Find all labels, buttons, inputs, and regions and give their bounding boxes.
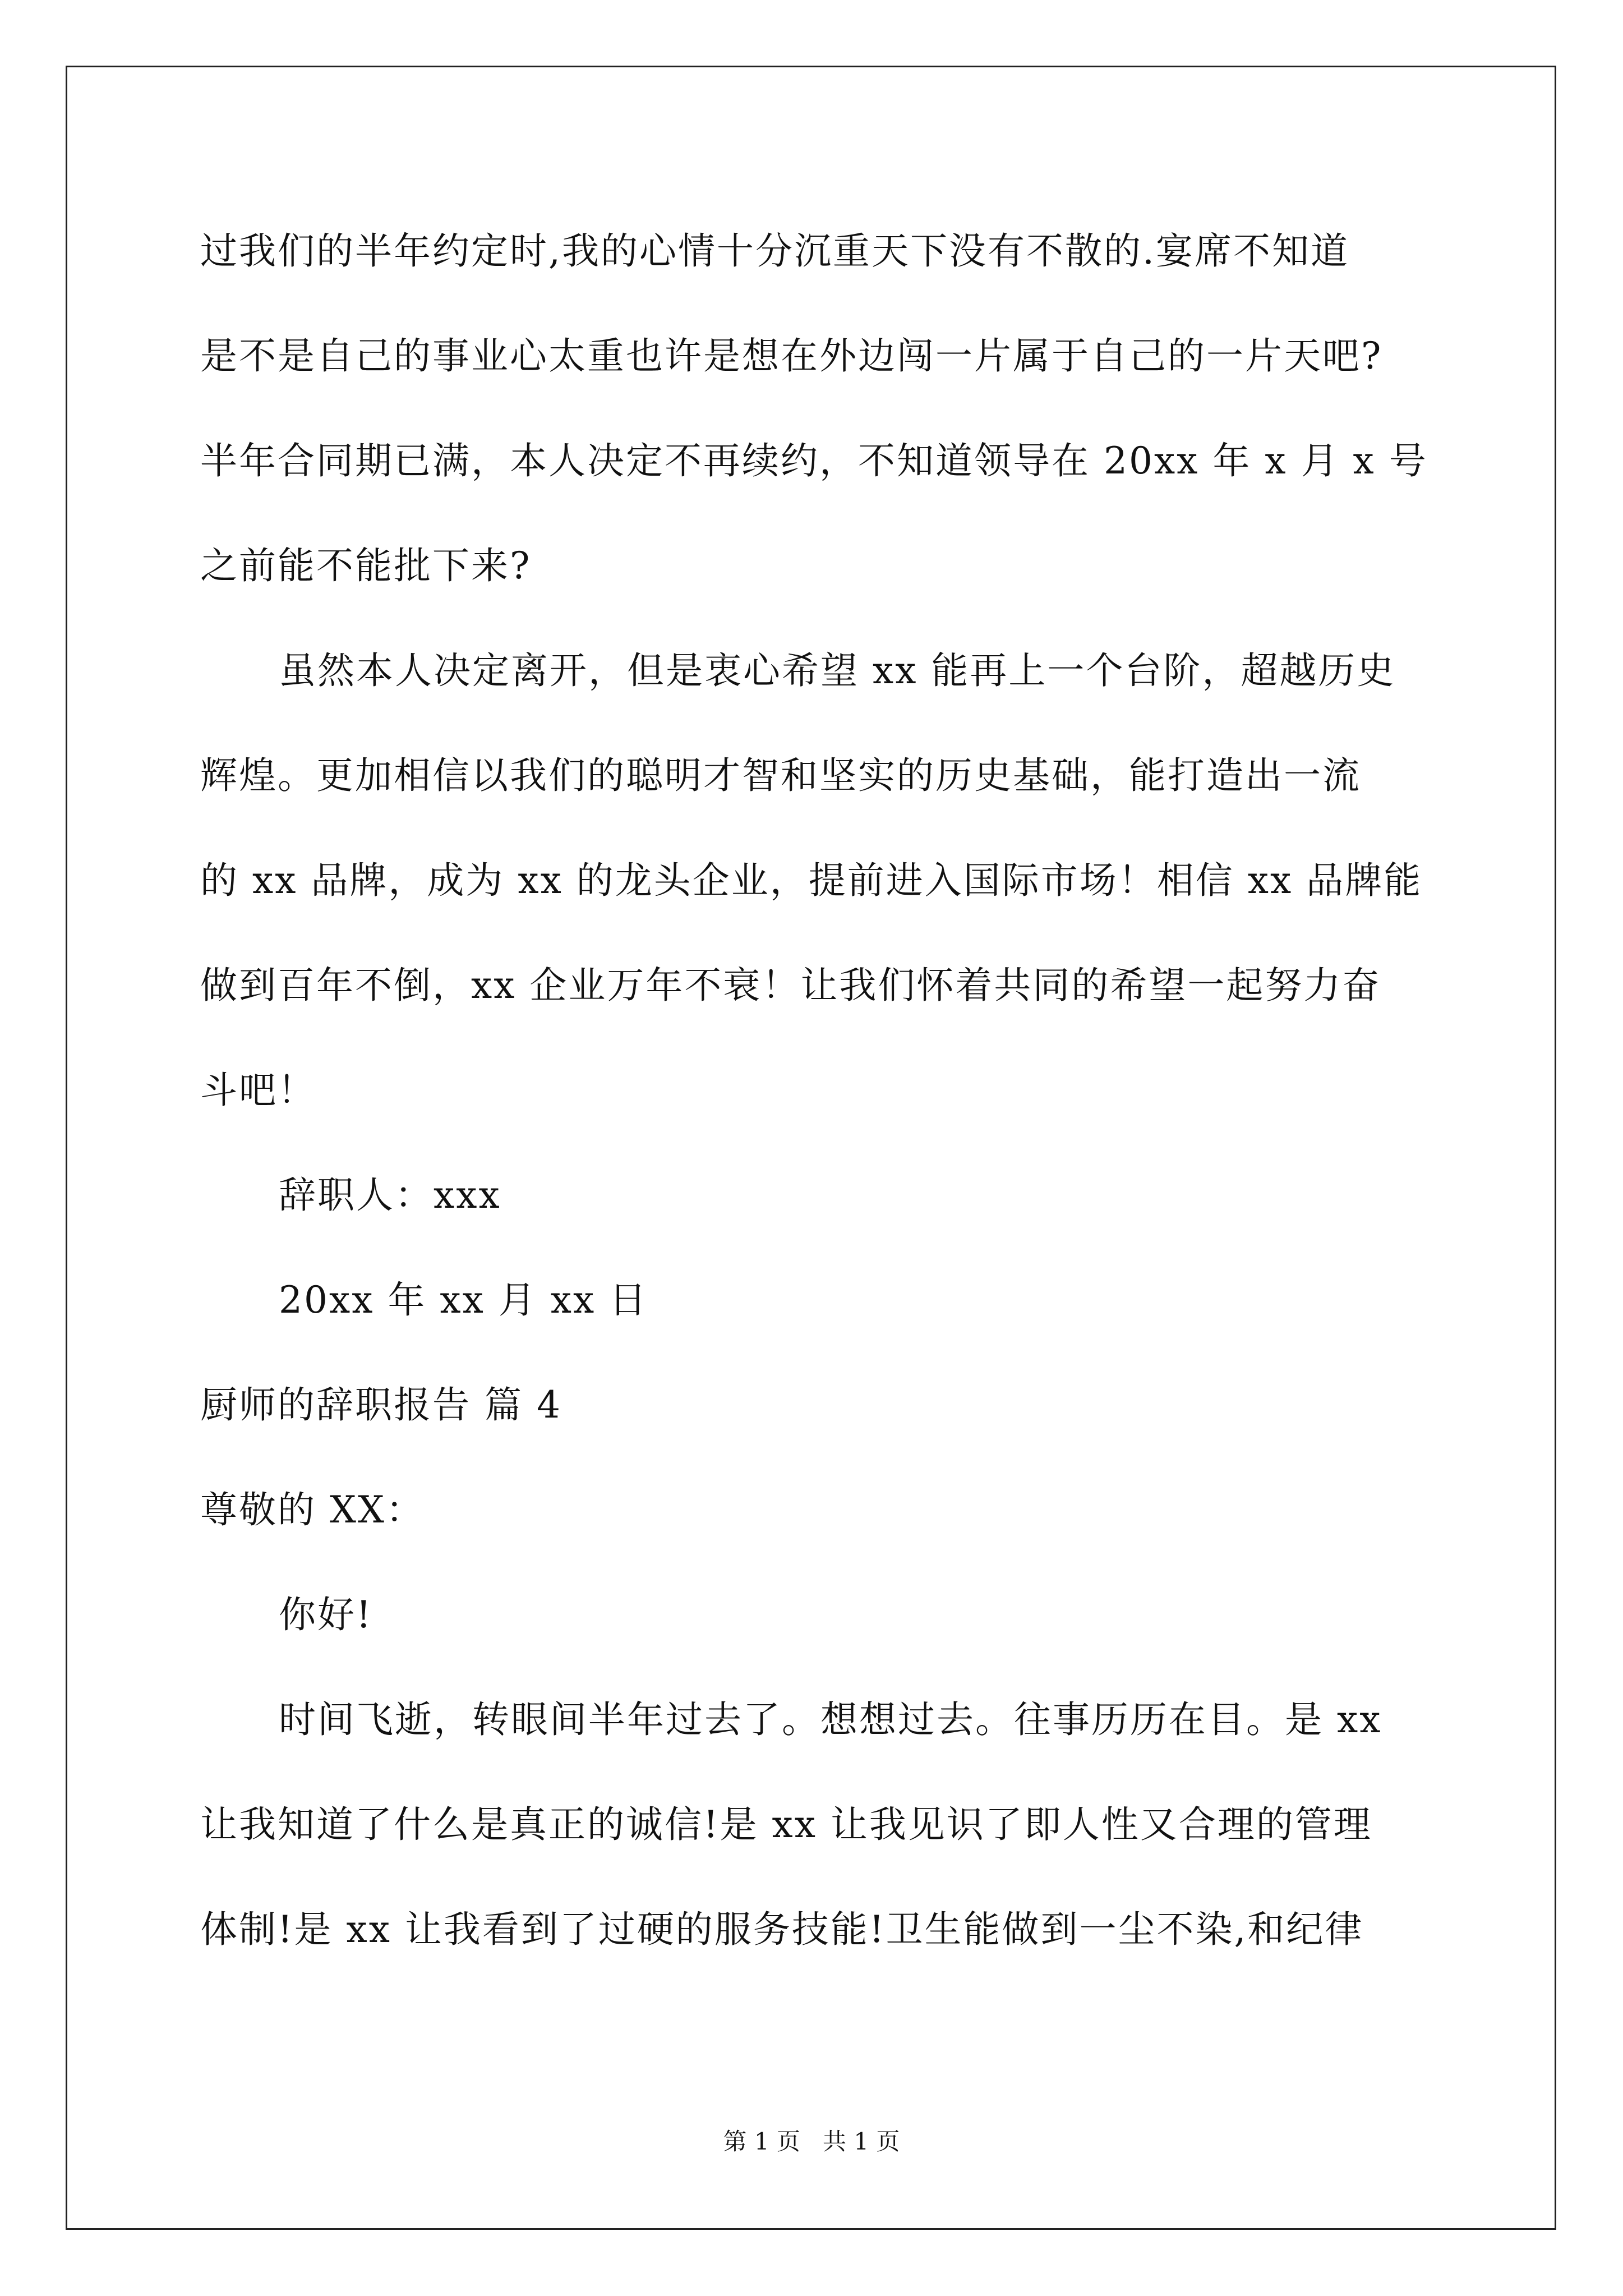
- date-line: 20xx 年 xx 月 xx 日: [279, 1278, 648, 1322]
- page-footer: 第 1 页 共 1 页: [723, 2128, 900, 2155]
- body-line: 斗吧！: [200, 1069, 316, 1112]
- greeting: 你好!: [279, 1593, 373, 1636]
- body-line: 让我知道了什么是真正的诚信!是 xx 让我见识了即人性又合理的管理: [200, 1803, 1372, 1846]
- body-line: 辉煌。更加相信以我们的聪明才智和坚实的历史基础，能打造出一流: [200, 754, 1361, 797]
- body-line: 的 xx 品牌，成为 xx 的龙头企业，提前进入国际市场！相信 xx 品牌能: [200, 859, 1423, 902]
- section-heading: 厨师的辞职报告 篇 4: [200, 1383, 562, 1427]
- body-line: 体制!是 xx 让我看到了过硬的服务技能!卫生能做到一尘不染,和纪律: [200, 1908, 1364, 1951]
- body-line: 半年合同期已满，本人决定不再续约，不知道领导在 20xx 年 x 月 x 号: [200, 439, 1428, 482]
- body-line: 过我们的半年约定时,我的心情十分沉重天下没有不散的.宴席不知道: [200, 229, 1349, 273]
- signature-line: 辞职人：xxx: [279, 1174, 501, 1217]
- body-line: 之前能不能批下来?: [200, 544, 532, 587]
- page-border: [66, 66, 1556, 2230]
- body-line: 是不是自己的事业心太重也许是想在外边闯一片属于自己的一片天吧?: [200, 334, 1383, 378]
- paragraph-first-line: 时间飞逝，转眼间半年过去了。想想过去。往事历历在目。是 xx: [279, 1698, 1382, 1741]
- body-line: 做到百年不倒，xx 企业万年不衰！让我们怀着共同的希望一起努力奋: [200, 964, 1381, 1007]
- salutation: 尊敬的 XX：: [200, 1488, 425, 1531]
- paragraph-first-line: 虽然本人决定离开，但是衷心希望 xx 能再上一个台阶，超越历史: [279, 649, 1396, 692]
